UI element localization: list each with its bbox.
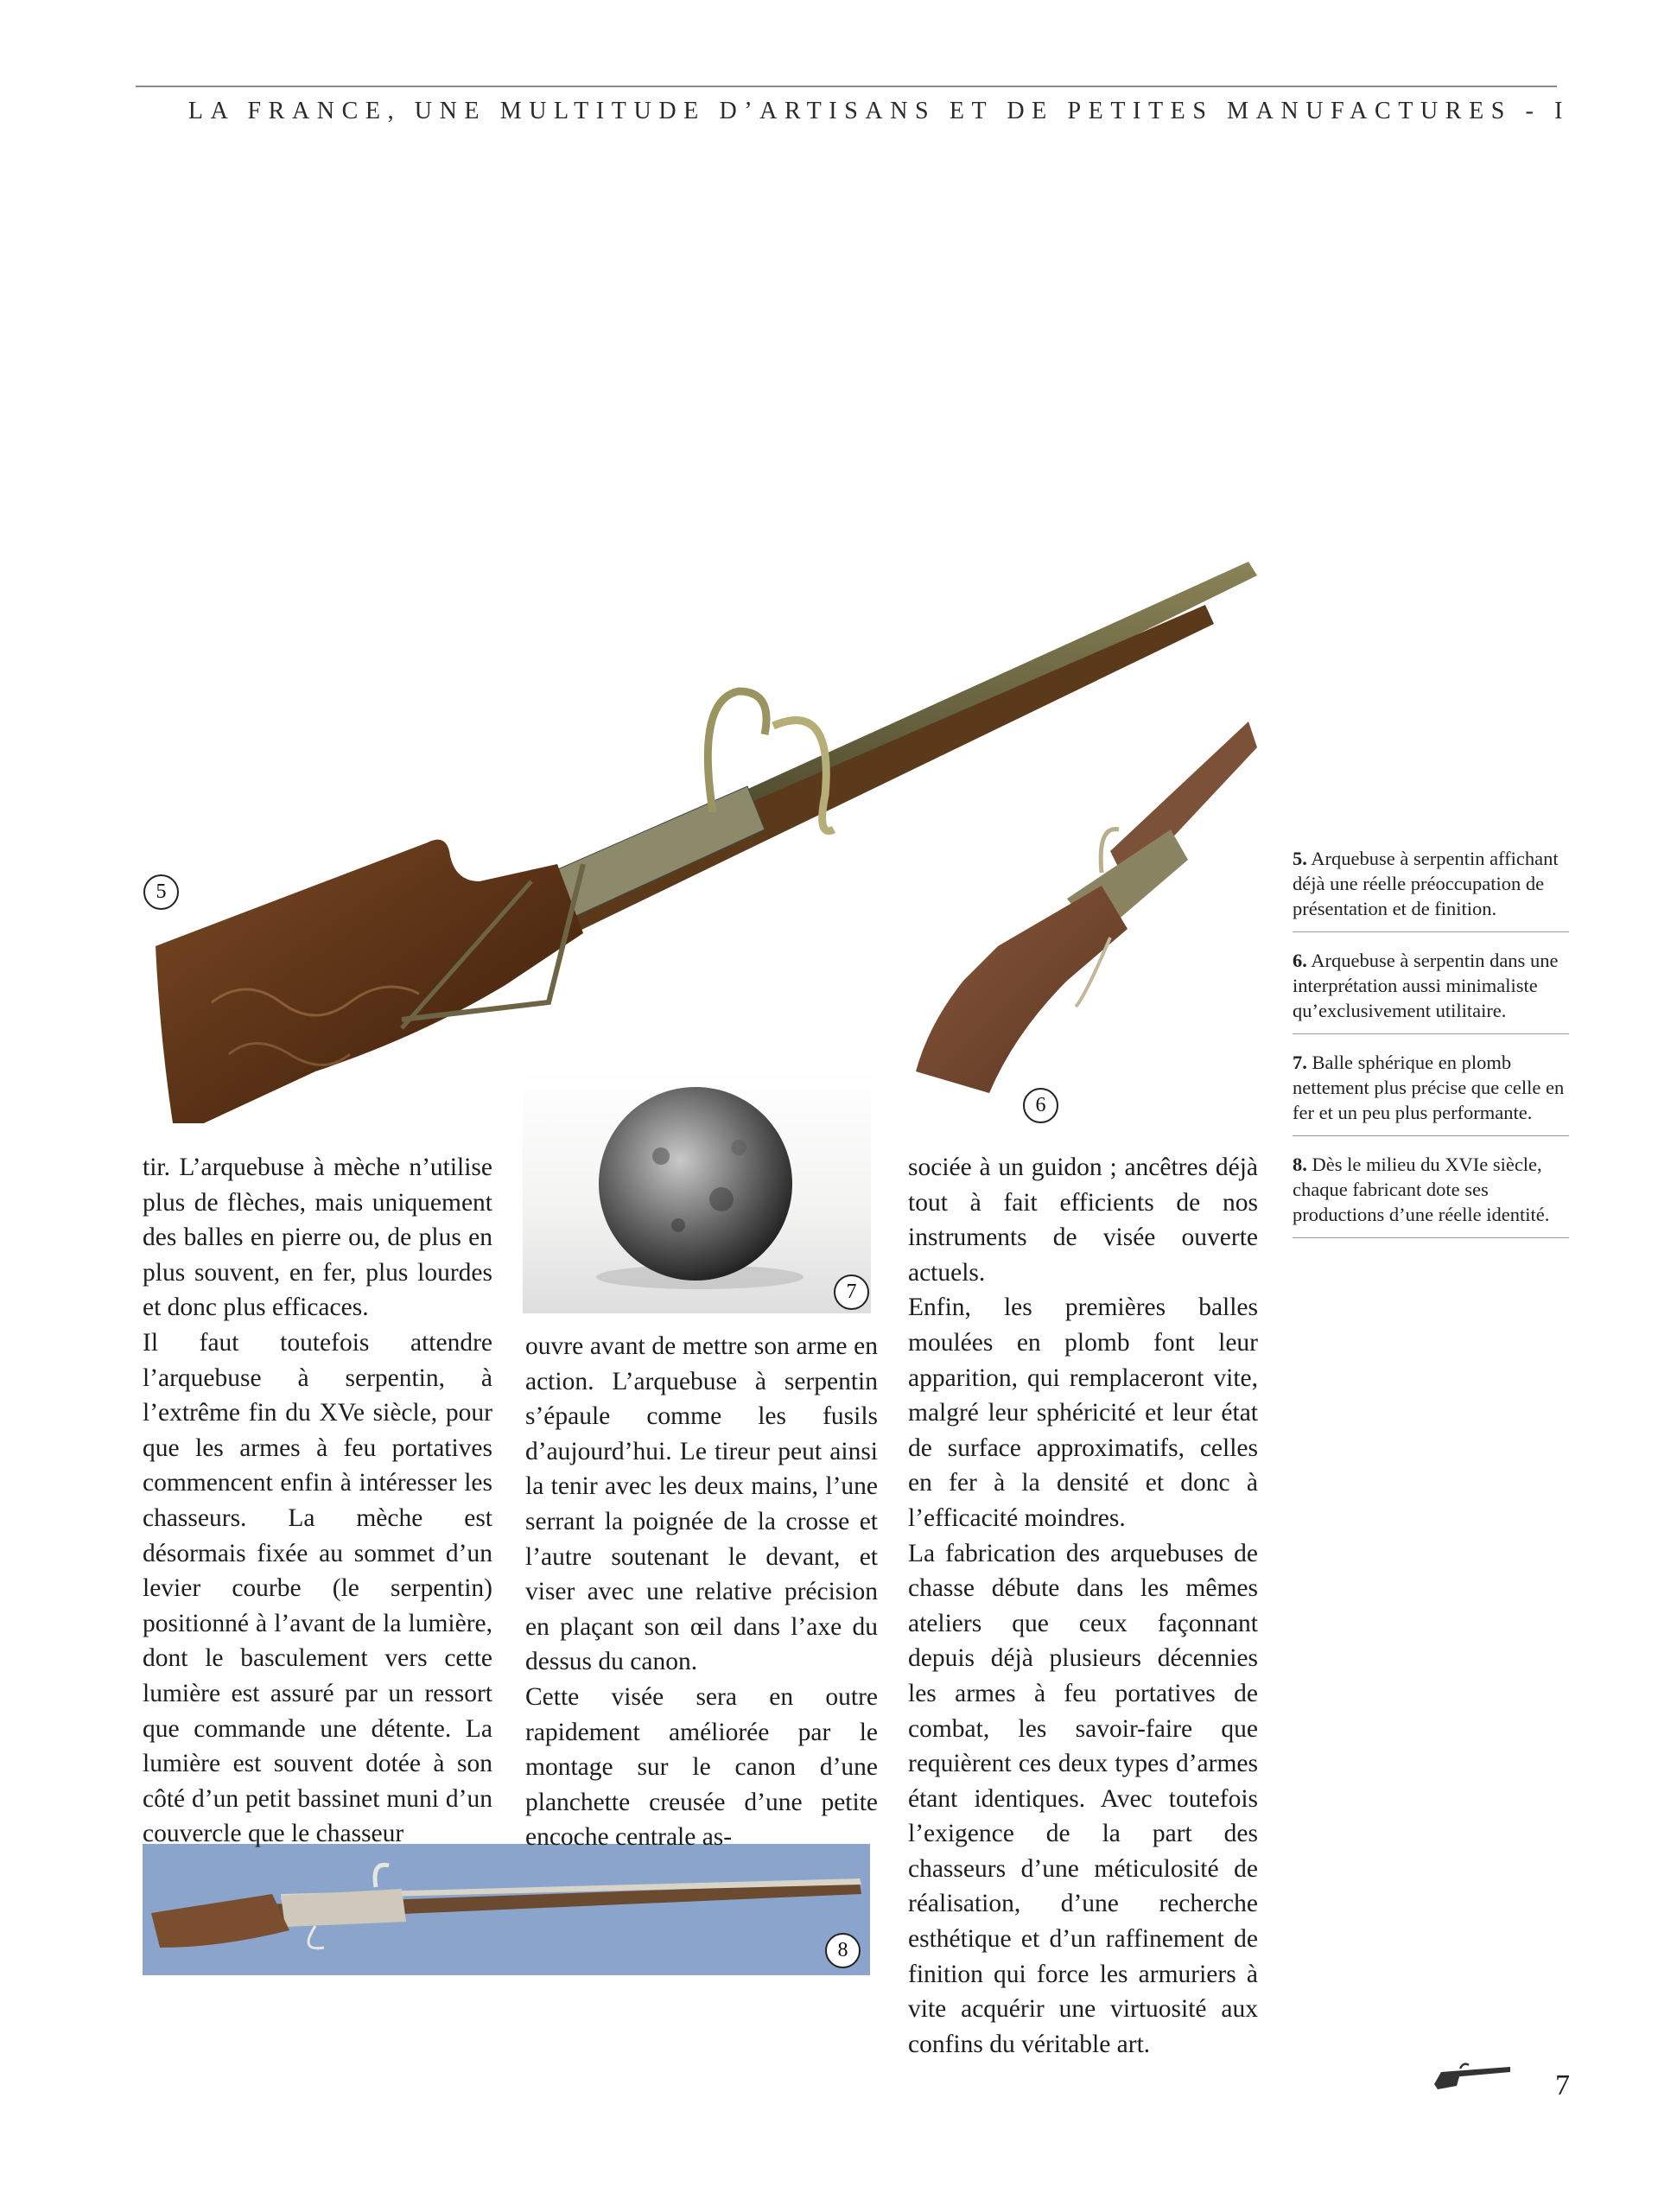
caption-number: 7. [1293,1052,1307,1073]
caption-8 [1293,1148,1569,1238]
figure-5-number: 5 [143,874,179,910]
paragraph: tir. L’arquebuse à mèche n’utilise plus de flèches, mais uniquement des balles en pierre ou, de plus en plus souvent, en fer, plus lourdes et donc plus efficaces. [143,1154,492,1322]
figure-7-number: 7 [834,1274,869,1310]
body-column-1 [143,1150,492,1852]
caption-text: Balle sphérique en plomb nettement plus précise que celle en fer et un peu plus performante. [1293,1052,1565,1123]
caption-text: Arquebuse à serpentin dans une interprétation aussi minimaliste qu’exclusivement utilitaire. [1293,950,1559,1021]
paragraph: Cette visée sera en outre rapidement améliorée par le montage sur le canon d’une planchette creusée d’une petite encoche centrale as- [525,1682,878,1852]
caption-text: Arquebuse à serpentin affichant déjà une réelle préoccupation de présentation et de finition. [1293,848,1559,919]
body-column-2 [525,1329,878,1855]
figure-8-number: 8 [825,1933,861,1968]
caption-number: 5. [1293,848,1307,869]
paragraph: Enfin, les premières balles moulées en plomb font leur apparition, qui remplaceront vite, malgré leur sphéricité et leur état de surface approximatifs, celles en fer à la densité et donc à l’efficacité moindres. [908,1294,1258,1532]
caption-number: 8. [1293,1154,1307,1175]
paragraph: ouvre avant de mettre son arme en action. L’arquebuse à serpentin s’épaule comme les fusils d’aujourd’hui. Le tireur peut ainsi la tenir avec les deux mains, l’une serrant la poignée de la crosse et l’autre soutenant le devant, et viser avec une relative précision en plaçant son œil dans l’axe du dessus du canon. [525,1332,878,1676]
caption-text: Dès le milieu du XVIe siècle, chaque fabricant dote ses productions d’une réelle identité. [1293,1154,1550,1225]
figure-captions [1293,842,1569,1250]
header-rule [136,86,1557,87]
caption-6 [1293,944,1569,1034]
caption-5 [1293,842,1569,932]
pistol-ornament-icon [1434,2060,1512,2091]
figure-8-arquebus-image [143,1844,870,1975]
caption-7 [1293,1046,1569,1136]
figure-6-arquebus-image [912,721,1257,1102]
figure-6-number: 6 [1023,1088,1058,1123]
caption-number: 6. [1293,950,1307,971]
body-column-3 [908,1150,1258,2062]
page-number: 7 [1555,2069,1570,2101]
paragraph: Il faut toutefois attendre l’arquebuse à serpentin, à l’extrême fin du XVe siècle, pour que les armes à feu portatives commencent enfin à intéresser les chasseurs. La mèche est désormais fixée au sommet d’un levier courbe (le serpentin) positionné à l’avant de la lumière, dont le basculement vers cette lumière est assuré par un ressort que commande une détente. La lumière est souvent dotée à son côté d’un petit bassinet muni d’un couvercle que le chasseur [143,1328,492,1848]
paragraph: sociée à un guidon ; ancêtres déjà tout à fait efficients de nos instruments de visée ouverte actuels. [908,1154,1258,1287]
figure-7-lead-ball-image [523,1070,871,1313]
running-title: LA FRANCE, UNE MULTITUDE D’ARTISANS ET DE PETITES MANUFACTURES - I [187,98,1570,124]
paragraph: La fabrication des arquebuses de chasse débute dans les mêmes ateliers que ceux façonnant depuis déjà plusieurs décennies les armes à feu portatives de combat, les savoir-faire que requièrent ces deux types d’armes étant identiques. Avec toutefois l’exigence de la part des chasseurs d’une méticulosité de réalisation, d’une recherche esthétique et d’un raffinement de finition qui force les armuriers à vite acquérir une virtuosité aux confins du véritable art. [908,1539,1258,2058]
